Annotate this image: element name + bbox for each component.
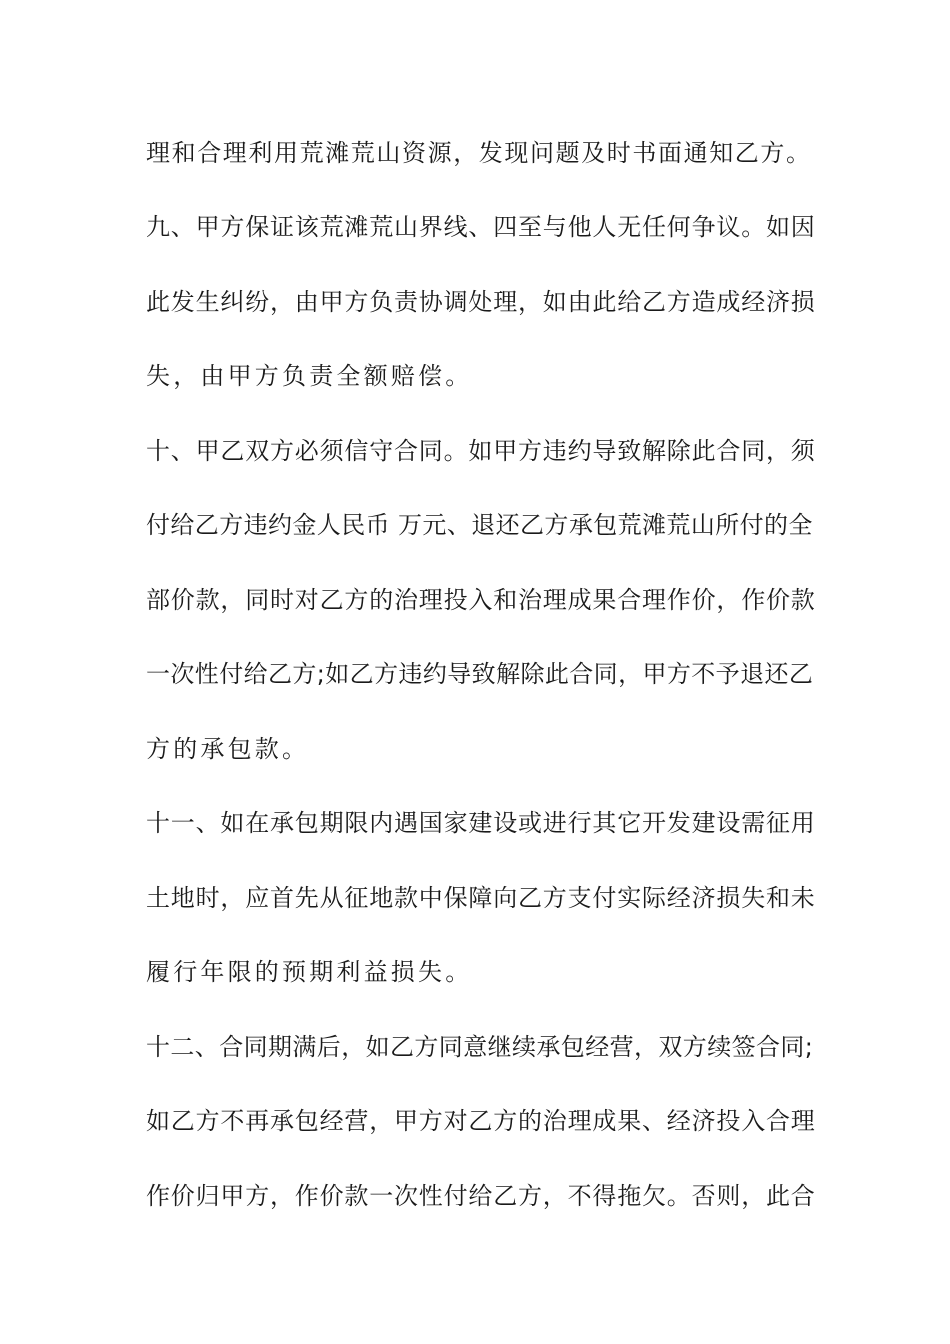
text-line: 十、甲乙双方必须信守合同。如甲方违约导致解除此合同，须 [146,437,816,465]
text-line: 理和合理利用荒滩荒山资源，发现问题及时书面通知乙方。 [146,139,812,167]
text-line: 十二、合同期满后，如乙方同意继续承包经营，双方续签合同; [146,1033,814,1061]
text-line: 九、甲方保证该荒滩荒山界线、四至与他人无任何争议。如因 [146,213,816,241]
text-line: 一次性付给乙方;如乙方违约导致解除此合同，甲方不予退还乙 [146,660,814,688]
text-line: 如乙方不再承包经营，甲方对乙方的治理成果、经济投入合理 [146,1107,816,1135]
text-line: 失，由甲方负责全额赔偿。 [146,362,473,390]
text-line: 付给乙方违约金人民币 万元、退还乙方承包荒滩荒山所付的全 [146,511,813,539]
text-line: 部价款，同时对乙方的治理投入和治理成果合理作价，作价款 [146,586,816,614]
text-line: 十一、如在承包期限内遇国家建设或进行其它开发建设需征用 [146,809,816,837]
text-line: 履行年限的预期利益损失。 [146,958,473,986]
text-line: 方的承包款。 [146,735,310,763]
text-line: 土地时，应首先从征地款中保障向乙方支付实际经济损失和未 [146,884,816,912]
text-line: 此发生纠纷，由甲方负责协调处理，如由此给乙方造成经济损 [146,288,816,316]
text-line: 作价归甲方，作价款一次性付给乙方，不得拖欠。否则，此合 [146,1182,816,1210]
